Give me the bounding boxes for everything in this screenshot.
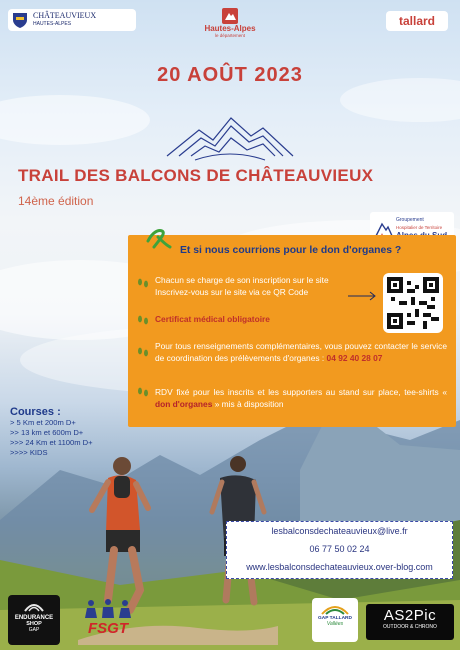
course-item: > 5 Km et 200m D+ <box>10 418 76 427</box>
hospital-line1: Groupement <box>396 217 424 223</box>
qr-code-icon <box>387 277 439 329</box>
endurance-line2: SHOP <box>26 621 42 627</box>
as2pic-label: AS2Pic <box>383 607 437 624</box>
organ-donation-panel <box>128 235 456 427</box>
rdv-highlight: don d'organes <box>155 398 213 409</box>
as2pic-sub: OUTDOOR & CHRONO <box>383 624 437 630</box>
gap-tallard-logo <box>312 598 358 642</box>
hospital-line2: Hospitalier de Territoire <box>396 225 443 230</box>
gap-tallard-icon <box>320 602 350 616</box>
qr-code[interactable] <box>383 273 443 333</box>
contact-website[interactable]: www.lesbalconsdechateauvieux.over-blog.com <box>246 562 433 572</box>
info-paragraph <box>155 341 447 364</box>
tallard-logo <box>386 11 448 31</box>
rdv-paragraph <box>155 387 447 410</box>
footprints-icon <box>136 385 150 399</box>
crest-icon <box>11 11 29 29</box>
course-item: >> 13 km et 600m D+ <box>10 428 84 437</box>
footprints-icon <box>136 313 150 327</box>
endurance-line1: ENDURANCE <box>14 615 54 621</box>
tallard-label: tallard <box>398 14 435 28</box>
inscription-line1: Chacun se charge de son inscription sur le site <box>155 275 329 285</box>
footprints-icon <box>136 345 150 359</box>
courses-heading: Courses : <box>10 406 61 418</box>
inscription-line2: Inscrivez-vous sur le site via ce QR Code <box>155 287 309 297</box>
fsgt-label: FSGT <box>88 620 128 637</box>
event-date: 20 AOÛT 2023 <box>157 64 303 86</box>
course-item: >>> 24 Km et 1100m D+ <box>10 438 93 447</box>
hautes-alpes-emblem-icon <box>222 8 238 24</box>
rdv-text-2: » mis à disposition <box>212 398 284 409</box>
chateauvieux-region: HAUTES-ALPES <box>33 21 72 27</box>
endurance-shop-logo <box>8 595 60 645</box>
course-item: >>>> KIDS <box>10 448 48 457</box>
fsgt-figures-icon <box>83 598 133 620</box>
rdv-text-1: RDV fixé pour les inscrits et les supporters au stand sur place, tee-shirts « <box>155 387 447 397</box>
contact-box <box>226 521 453 579</box>
coordination-phone: 04 92 40 28 07 <box>326 352 383 363</box>
mountain-logo-icon <box>165 108 295 164</box>
info-text: Pour tous renseignements complémentaires, vous pouvez contacter le service de coordination des prélèvements d'organes : <box>155 341 447 363</box>
hautes-alpes-sub: le département <box>214 33 246 38</box>
event-edition: 14ème édition <box>18 194 94 208</box>
arrow-right-icon <box>348 291 378 301</box>
endurance-line3: GAP <box>28 627 40 633</box>
green-ribbon-icon <box>146 227 172 249</box>
hautes-alpes-label: Hautes-Alpes <box>204 24 256 33</box>
chateauvieux-logo <box>8 9 136 31</box>
chateauvieux-name: CHÂTEAUVIEUX <box>33 11 97 20</box>
contact-phone[interactable]: 06 77 50 02 24 <box>309 544 370 554</box>
fsgt-logo <box>78 598 138 644</box>
as2pic-logo <box>366 604 454 640</box>
hautes-alpes-logo <box>197 8 263 44</box>
certificat-text: Certificat médical obligatoire <box>155 314 270 324</box>
contact-email[interactable]: lesbalconsdechateauvieux@live.fr <box>271 526 408 536</box>
gap-tallard-label: GAP TALLARD <box>318 616 352 621</box>
endurance-swirl-icon <box>23 599 45 615</box>
gap-tallard-sub: Vallées <box>326 621 344 627</box>
footprints-icon <box>136 276 150 290</box>
event-title: TRAIL DES BALCONS DE CHÂTEAUVIEUX <box>18 166 374 185</box>
panel-question: Et si nous courrions pour le don d'organes ? <box>180 245 402 256</box>
